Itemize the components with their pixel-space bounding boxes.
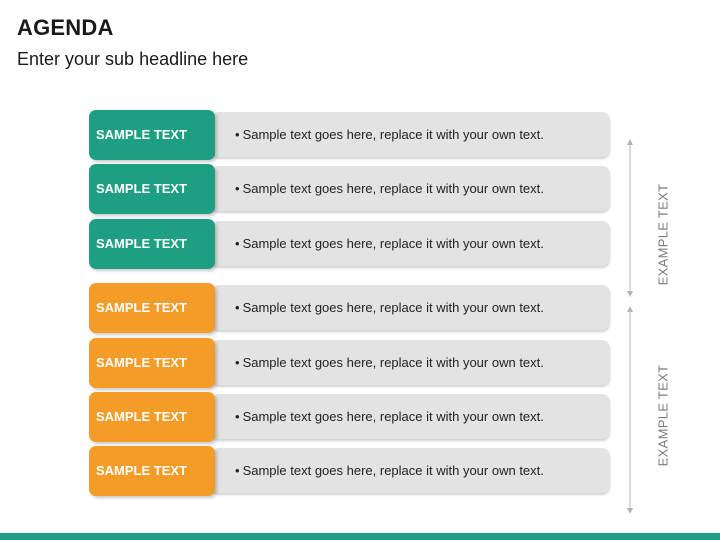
row-label-box: [89, 338, 215, 388]
row-description: Sample text goes here, replace it with your own text.: [242, 463, 544, 478]
bullet: •: [235, 236, 240, 251]
side-label-top: EXAMPLE TEXT: [655, 183, 671, 286]
row-label-box: [89, 110, 215, 160]
row-label-box: [89, 283, 215, 333]
bullet: •: [235, 127, 240, 142]
row-label: SAMPLE TEXT: [96, 127, 188, 142]
bullet: •: [235, 181, 240, 196]
row-text: [235, 463, 544, 478]
row-description: Sample text goes here, replace it with your own text.: [242, 181, 544, 196]
row-label: SAMPLE TEXT: [96, 236, 188, 251]
bullet: •: [235, 355, 240, 370]
row-label-box: [89, 392, 215, 442]
page-title: AGENDA: [17, 15, 114, 40]
row-description: Sample text goes here, replace it with your own text.: [242, 300, 544, 315]
row-label: SAMPLE TEXT: [96, 463, 188, 478]
row-label-box: [89, 446, 215, 496]
row-label-box: [89, 164, 215, 214]
footer-bar: [0, 533, 720, 540]
bullet: •: [235, 300, 240, 315]
row-description: Sample text goes here, replace it with your own text.: [242, 127, 544, 142]
row-text: [235, 355, 544, 370]
double-arrow-vertical-icon: [624, 138, 636, 298]
row-text: [235, 127, 544, 142]
side-label-bottom: EXAMPLE TEXT: [655, 364, 671, 467]
row-text: [235, 181, 544, 196]
row-text: [235, 300, 544, 315]
agenda-row: [89, 392, 611, 442]
agenda-row: [89, 446, 611, 496]
row-description: Sample text goes here, replace it with your own text.: [242, 409, 544, 424]
row-description: Sample text goes here, replace it with your own text.: [242, 355, 544, 370]
agenda-row: [89, 283, 611, 333]
row-label-box: [89, 219, 215, 269]
row-label: SAMPLE TEXT: [96, 300, 188, 315]
agenda-row: [89, 338, 611, 388]
agenda-row: [89, 110, 611, 160]
bullet: •: [235, 409, 240, 424]
row-label: SAMPLE TEXT: [96, 181, 188, 196]
row-label: SAMPLE TEXT: [96, 409, 188, 424]
agenda-row: [89, 219, 611, 269]
page-subtitle: Enter your sub headline here: [17, 49, 249, 69]
agenda-row: [89, 164, 611, 214]
row-label: SAMPLE TEXT: [96, 355, 188, 370]
row-text: [235, 236, 544, 251]
row-text: [235, 409, 544, 424]
bullet: •: [235, 463, 240, 478]
row-description: Sample text goes here, replace it with your own text.: [242, 236, 544, 251]
double-arrow-vertical-icon: [624, 305, 636, 515]
